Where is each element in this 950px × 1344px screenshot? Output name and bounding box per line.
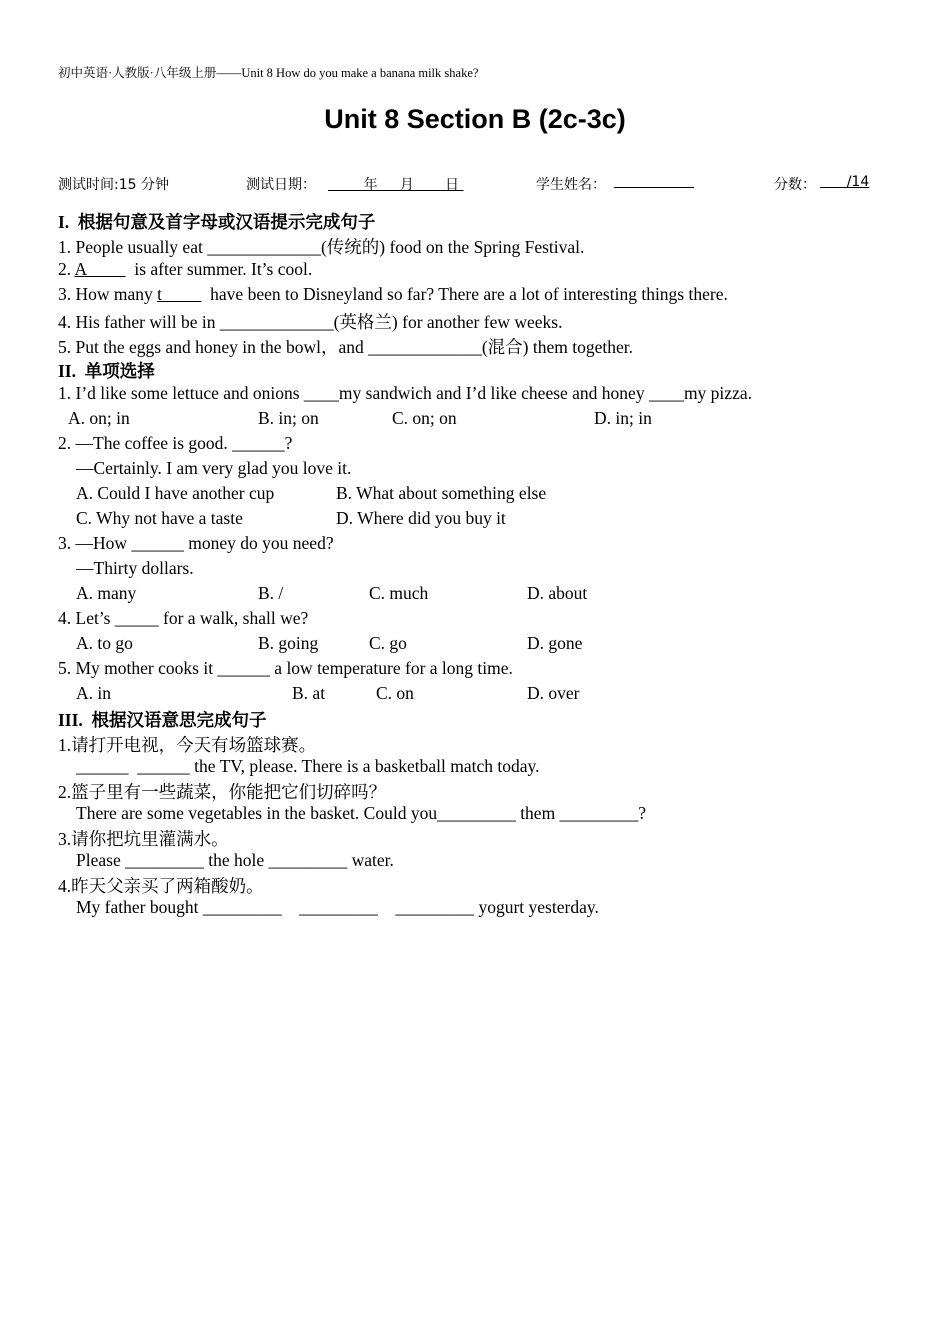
s2-q3-reply: —Thirty dollars.: [76, 558, 194, 578]
section-3-title: III. 根据汉语意思完成句子: [58, 710, 267, 730]
s2-q4-option-d[interactable]: D. gone: [527, 633, 583, 653]
s2-q4-option-b[interactable]: B. going: [258, 633, 319, 653]
s2-q5-option-b[interactable]: B. at: [292, 683, 326, 703]
s1-question-5: 5. Put the eggs and honey in the bowl，and _____________(混合) them together.: [58, 337, 633, 357]
s1-question-2: [58, 259, 312, 280]
s1-q3-text-b: have been to Disneyland so far? There are a lot of interesting things there.: [201, 284, 728, 304]
score-field[interactable]: /14: [820, 174, 870, 190]
s1-q3-text-a: 3. How many: [58, 284, 158, 304]
score-label: 分数：: [774, 177, 816, 193]
s1-q2-number: 2.: [58, 259, 75, 279]
s2-q1-option-d[interactable]: D. in; in: [594, 408, 652, 428]
s2-q3-option-c[interactable]: C. much: [369, 583, 429, 603]
s1-q2-text: is after summer. It’s cool.: [125, 259, 313, 279]
s2-q3-option-a[interactable]: A. many: [76, 583, 137, 603]
s3-q1-chinese: 1.请打开电视，今天有场篮球赛。: [58, 735, 317, 755]
s1-question-4: 4. His father will be in _____________(英格兰) for another few weeks.: [58, 312, 563, 332]
s2-q2-option-d[interactable]: D. Where did you buy it: [336, 508, 506, 528]
s2-q4-option-a[interactable]: A. to go: [76, 633, 133, 653]
section-1-title: I. 根据句意及首字母或汉语提示完成句子: [58, 212, 376, 232]
s1-question-1: 1. People usually eat _____________(传统的) food on the Spring Festival.: [58, 237, 585, 257]
s2-q3-option-b[interactable]: B. /: [258, 583, 284, 603]
s3-q3-chinese: 3.请你把坑里灌满水。: [58, 829, 229, 849]
s2-question-3: 3. —How ______ money do you need?: [58, 533, 334, 553]
s3-q1-english: ______ ______ the TV, please. There is a basketball match today.: [76, 756, 540, 776]
s2-q5-option-c[interactable]: C. on: [376, 683, 414, 703]
s2-q4-option-c[interactable]: C. go: [369, 633, 407, 653]
s2-q3-option-d[interactable]: D. about: [527, 583, 588, 603]
s3-q3-english: Please _________ the hole _________ water.: [76, 850, 394, 870]
s3-q4-chinese: 4.昨天父亲买了两箱酸奶。: [58, 876, 264, 896]
test-time: 测试时间:15 分钟: [58, 177, 169, 193]
s3-q2-chinese: 2.篮子里有一些蔬菜，你能把它们切碎吗？: [58, 782, 387, 802]
s1-q3-blank[interactable]: t: [157, 284, 202, 304]
s2-q2-reply: —Certainly. I am very glad you love it.: [76, 458, 352, 478]
s3-q4-english: My father bought _________ _________ _________ yogurt yesterday.: [76, 897, 599, 917]
student-name-label: 学生姓名：: [536, 177, 606, 193]
s2-q2-option-a[interactable]: A. Could I have another cup: [76, 483, 275, 503]
s2-q5-option-a[interactable]: A. in: [76, 683, 111, 703]
test-date-label: 测试日期：: [246, 177, 316, 193]
s2-q1-option-c[interactable]: C. on; on: [392, 408, 457, 428]
s2-question-5: 5. My mother cooks it ______ a low temperature for a long time.: [58, 658, 513, 678]
s2-question-4: 4. Let’s _____ for a walk, shall we?: [58, 608, 309, 628]
s2-q1-option-b[interactable]: B. in; on: [258, 408, 319, 428]
student-name-field[interactable]: [614, 174, 694, 190]
s1-q2-blank[interactable]: A: [74, 259, 126, 279]
s2-question-2: 2. —The coffee is good. ______?: [58, 433, 293, 453]
s2-q5-option-d[interactable]: D. over: [527, 683, 580, 703]
section-2-title: II. 单项选择: [58, 361, 155, 381]
s3-q2-english: There are some vegetables in the basket. Could you_________ them _________?: [76, 803, 647, 823]
test-date-field[interactable]: 年 月 日: [328, 177, 464, 193]
s1-question-3: [58, 284, 728, 305]
s2-q1-option-a[interactable]: A. on; in: [68, 408, 130, 428]
s2-question-1: 1. I’d like some lettuce and onions ____my sandwich and I’d like cheese and honey ____my pizza.: [58, 383, 752, 403]
page-header: 初中英语·人教版·八年级上册——Unit 8 How do you make a banana milk shake?: [58, 66, 479, 80]
s2-q2-option-c[interactable]: C. Why not have a taste: [76, 508, 243, 528]
s2-q2-option-b[interactable]: B. What about something else: [336, 483, 547, 503]
page-title: Unit 8 Section B (2c-3c): [324, 104, 626, 134]
